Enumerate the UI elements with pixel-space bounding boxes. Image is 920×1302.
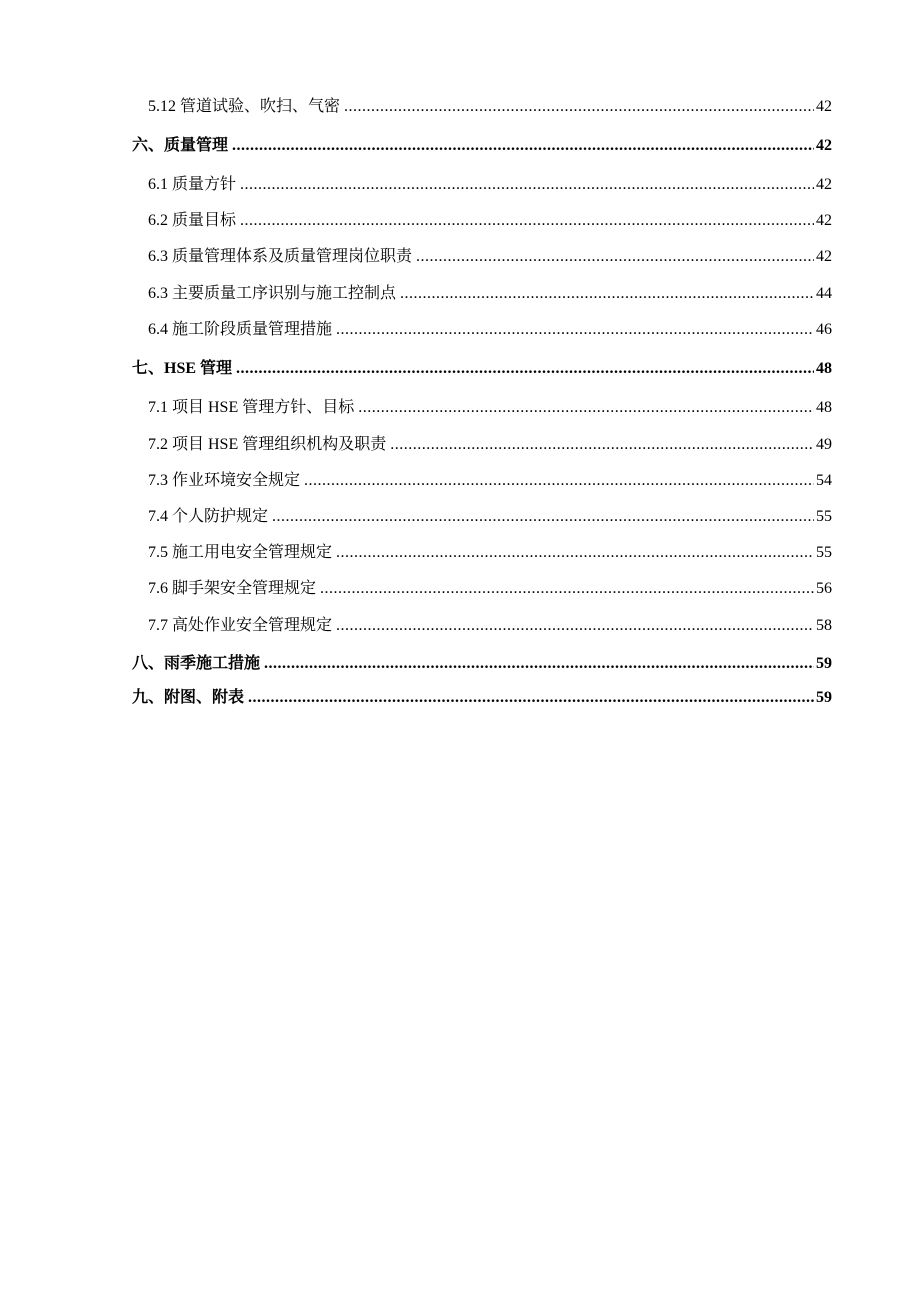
toc-entry-title: 6.4 施工阶段质量管理措施	[148, 321, 333, 338]
toc-entry[interactable]	[148, 96, 832, 118]
toc-entry-title: 7.4 个人防护规定	[148, 508, 269, 525]
toc-entry[interactable]	[148, 174, 832, 196]
toc-entry-title: 6.1 质量方针	[148, 176, 237, 193]
toc-dot-leader	[264, 653, 814, 675]
toc-entry-page: 49	[816, 436, 832, 453]
toc-chapter-entry[interactable]	[132, 653, 832, 675]
toc-entry-title: 6.3 主要质量工序识别与施工控制点	[148, 285, 397, 302]
toc-entry-title: 6.3 质量管理体系及质量管理岗位职责	[148, 248, 413, 265]
toc-dot-leader	[304, 470, 814, 492]
toc-entry-page: 56	[816, 580, 832, 597]
toc-entry-title: 7.3 作业环境安全规定	[148, 472, 301, 489]
toc-entry-page: 59	[816, 655, 832, 672]
toc-entry[interactable]	[148, 210, 832, 232]
toc-entry-title: 7.1 项目 HSE 管理方针、目标	[148, 399, 355, 416]
toc-entry-page: 46	[816, 321, 832, 338]
toc-dot-leader	[236, 358, 814, 380]
toc-chapter-entry[interactable]	[132, 687, 832, 709]
toc-dot-leader	[336, 542, 814, 564]
toc-chapter-entry[interactable]	[132, 135, 832, 157]
toc-entry-title: 5.12 管道试验、吹扫、气密	[148, 98, 341, 115]
toc-entry-title: 6.2 质量目标	[148, 212, 237, 229]
toc-dot-leader	[416, 246, 814, 268]
toc-entry-page: 55	[816, 544, 832, 561]
toc-entry-title: 六、质量管理	[132, 137, 229, 154]
toc-entry-page: 48	[816, 360, 832, 377]
toc-entry[interactable]	[148, 470, 832, 492]
toc-dot-leader	[358, 397, 814, 419]
toc-entry[interactable]	[148, 319, 832, 341]
toc-entry[interactable]	[148, 615, 832, 637]
toc-entry-page: 42	[816, 248, 832, 265]
toc-entry-title: 7.2 项目 HSE 管理组织机构及职责	[148, 436, 387, 453]
toc-entry-page: 42	[816, 176, 832, 193]
toc-entry-page: 42	[816, 212, 832, 229]
toc-entry-title: 九、附图、附表	[132, 689, 245, 706]
toc-entry[interactable]	[148, 542, 832, 564]
toc-dot-leader	[344, 96, 814, 118]
toc-entry-title: 7.5 施工用电安全管理规定	[148, 544, 333, 561]
toc-dot-leader	[232, 135, 814, 157]
toc-dot-leader	[240, 174, 814, 196]
toc-entry[interactable]	[148, 246, 832, 268]
toc-dot-leader	[272, 506, 814, 528]
toc-entry[interactable]	[148, 578, 832, 600]
toc-dot-leader	[320, 578, 814, 600]
toc-entry-page: 59	[816, 689, 832, 706]
toc-dot-leader	[248, 687, 814, 709]
toc-entry-page: 55	[816, 508, 832, 525]
toc-entry-page: 42	[816, 98, 832, 115]
toc-dot-leader	[336, 615, 814, 637]
toc-entry-page: 54	[816, 472, 832, 489]
toc-entry[interactable]	[148, 506, 832, 528]
toc-entry[interactable]	[148, 283, 832, 305]
toc-entry[interactable]	[148, 397, 832, 419]
toc-entry-page: 42	[816, 137, 832, 154]
toc-entry-page: 48	[816, 399, 832, 416]
toc-entry-title: 7.6 脚手架安全管理规定	[148, 580, 317, 597]
toc-entry-title: 八、雨季施工措施	[132, 655, 261, 672]
toc-entry-title: 7.7 高处作业安全管理规定	[148, 617, 333, 634]
toc-entry-title: 七、HSE 管理	[132, 360, 233, 377]
toc-dot-leader	[240, 210, 814, 232]
toc-chapter-entry[interactable]	[132, 358, 832, 380]
toc-entry-page: 44	[816, 285, 832, 302]
toc-dot-leader	[336, 319, 814, 341]
toc-dot-leader	[400, 283, 814, 305]
toc-entry-page: 58	[816, 617, 832, 634]
toc-entry[interactable]	[148, 434, 832, 456]
toc-dot-leader	[390, 434, 814, 456]
